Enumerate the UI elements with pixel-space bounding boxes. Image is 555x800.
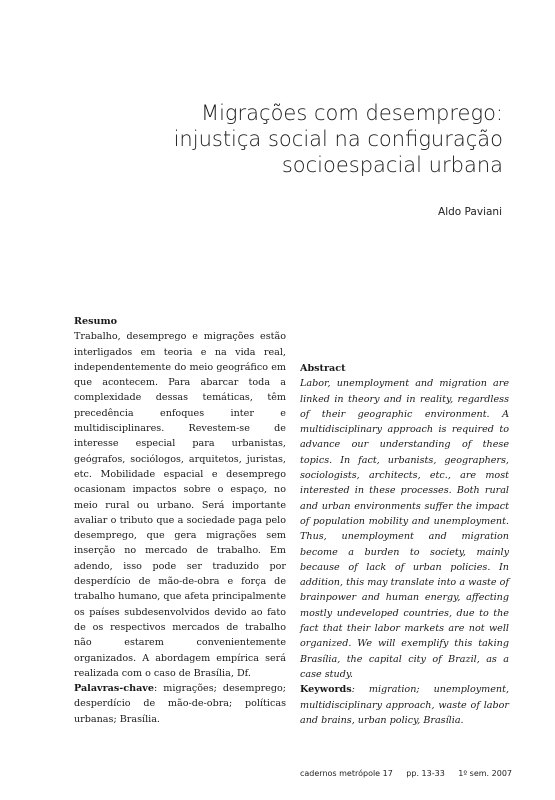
title-line-3: socioespacial urbana	[281, 153, 503, 177]
resumo-heading: Resumo	[74, 316, 118, 327]
title-line-2: injustiça social na configuração	[173, 127, 503, 151]
resumo-keywords-label: Palavras-chave	[74, 683, 154, 695]
author-name: Aldo Paviani	[438, 206, 502, 218]
abstract-keywords-list: : migration; unemployment, multidisciplinary approach, waste of labor and brains, urban policy, Brasília.	[300, 684, 509, 726]
resumo-keywords-list: : migrações; desemprego; desperdício de mão-de-obra; políticas urbanas; Brasília.	[74, 683, 286, 725]
abstract-text: Labor, unemployment and migration are linked in theory and in reality, regardless of their geographic environment. A multidisciplinary approach is required to advance our understanding of these topics. In fact, urbanists, geographers, sociologists, architects, etc., are most interested in these processes. Both rural and urban environments suffer the impact of population mobility and unemployment. Thus, unemployment and migration become a burden to society, mainly because of lack of urban policies. In addition, this may translate into a waste of brainpower and human energy, affecting mostly undeveloped countries, due to the fact that their labor markets are not well organized. We will exemplify this taking Brasília, the capital city of Brazil, as a case study.	[300, 378, 509, 680]
abstract-heading: Abstract	[300, 363, 346, 374]
article-title	[123, 100, 503, 178]
footer-semester: 1º sem. 2007	[458, 769, 512, 778]
footer-pages: pp. 13-33	[406, 769, 445, 778]
resumo-text: Trabalho, desemprego e migrações estão interligados em teoria e na vida real, independentemente do meio geográfico em que acontecem. Para abarcar toda a complexidade dessas temáticas, têm precedência enfoques inter e multidisciplinares. Revestem-se de interesse especial para urbanistas, geógrafos, sociólogos, arquitetos, juristas, etc. Mobilidade espacial e desemprego ocasionam impactos sobre o espaço, no meio rural ou urbano. Será importante avaliar o tributo que a sociedade paga pelo desemprego, que gera migrações sem inserção no mercado de trabalho. Em adendo, isso pode ser traduzido por desperdício de mão-de-obra e força de trabalho humano, que afeta principalmente os países subdesenvolvidos devido ao fato de os respectivos mercados de trabalho não estarem convenientemente organizados. A abordagem empírica será realizada com o caso de Brasília, Df.	[74, 331, 286, 679]
title-line-1: Migrações com desemprego:	[200, 101, 503, 125]
resumo-section	[74, 314, 286, 727]
abstract-section	[300, 361, 509, 728]
page-footer	[300, 769, 512, 778]
footer-journal: cadernos metrópole 17	[300, 769, 393, 778]
resumo-keywords	[74, 681, 286, 727]
abstract-keywords-label: Keywords	[300, 684, 352, 696]
abstract-keywords	[300, 682, 509, 728]
